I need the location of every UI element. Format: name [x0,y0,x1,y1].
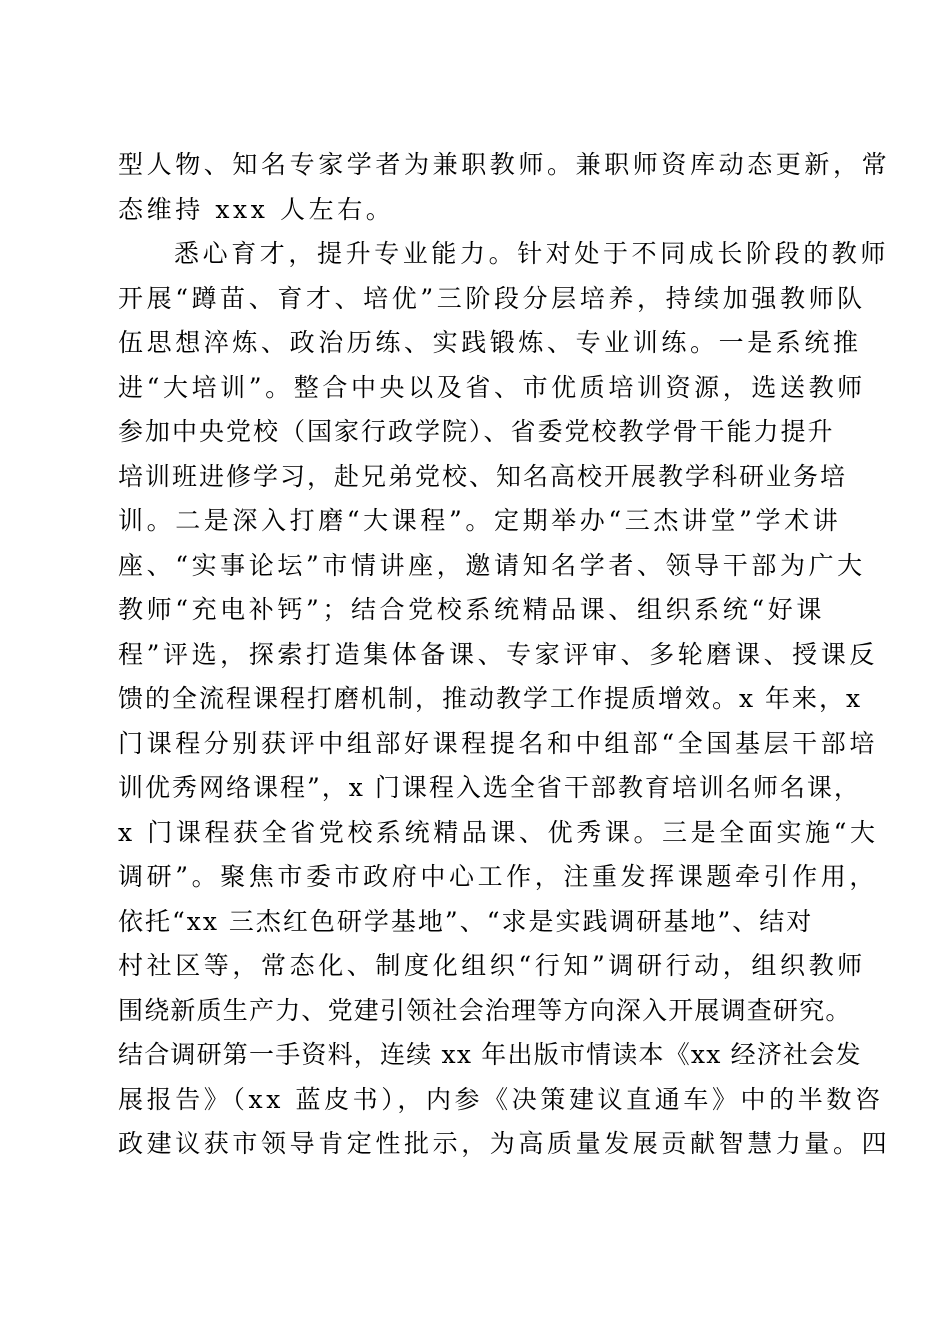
text-line-1: 型人物、知名专家学者为兼职教师。兼职师资库动态更新，常 [118,150,891,179]
body-text [118,143,891,1167]
text-line-20: 围绕新质生产力、党建引领社会治理等方向深入开展调查研究。 [118,995,852,1025]
text-line-14: 门课程分别获评中组部好课程提名和中组部“全国基层干部培 [118,728,878,758]
text-line-8: 培训班进修学习，赴兄弟党校、知名高校开展教学科研业务培 [118,461,848,491]
text-line-22: 展报告》（xx 蓝皮书），内参《决策建议直通车》中的半数咨 [118,1084,884,1114]
text-line-12: 程”评选，探索打造集体备课、专家评审、多轮磨课、授课反 [118,639,878,669]
text-line-2: 态维持 xxx 人左右。 [118,194,395,224]
text-line-21: 结合调研第一手资料，连续 xx 年出版市情读本《xx 经济社会发 [118,1040,862,1069]
text-line-11: 教师“充电补钙”；结合党校系统精品课、组织系统“好课 [118,595,825,624]
text-line-16: x 门课程获全省党校系统精品课、优秀课。三是全面实施“大 [118,817,879,847]
text-line-13: 馈的全流程课程打磨机制，推动教学工作提质增效。x 年来，x [118,684,863,713]
text-line-23: 政建议获市领导肯定性批示，为高质量发展贡献智慧力量。四 [118,1129,891,1158]
text-line-10: 座、“实事论坛”市情讲座，邀请知名学者、领导干部为广大 [118,550,866,580]
text-line-4: 开展“蹲苗、育才、培优”三阶段分层培养，持续加强教师队 [118,283,866,313]
text-line-18: 依托“xx 三杰红色研学基地”、“求是实践调研基地”、结对 [118,906,814,936]
text-line-17: 调研”。聚焦市委市政府中心工作，注重发挥课题牵引作用， [118,862,878,891]
text-line-15: 训优秀网络课程”，x 门课程入选全省干部教育培训名师名课， [118,773,861,802]
text-line-7: 参加中央党校（国家行政学院）、省委党校教学骨干能力提升 [118,417,835,446]
text-line-5: 伍思想淬炼、政治历练、实践锻炼、专业训练。一是系统推 [118,328,862,357]
text-line-9: 训。二是深入打磨“大课程”。定期举办“三杰讲堂”学术讲 [118,506,842,535]
text-line-19: 村社区等，常态化、制度化组织“行知”调研行动，组织教师 [118,951,866,980]
text-line-6: 进“大培训”。整合中央以及省、市优质培训资源，选送教师 [118,372,866,402]
paragraph-start-line: 悉心育才，提升专业能力。针对处于不同成长阶段的教师 [174,239,890,268]
